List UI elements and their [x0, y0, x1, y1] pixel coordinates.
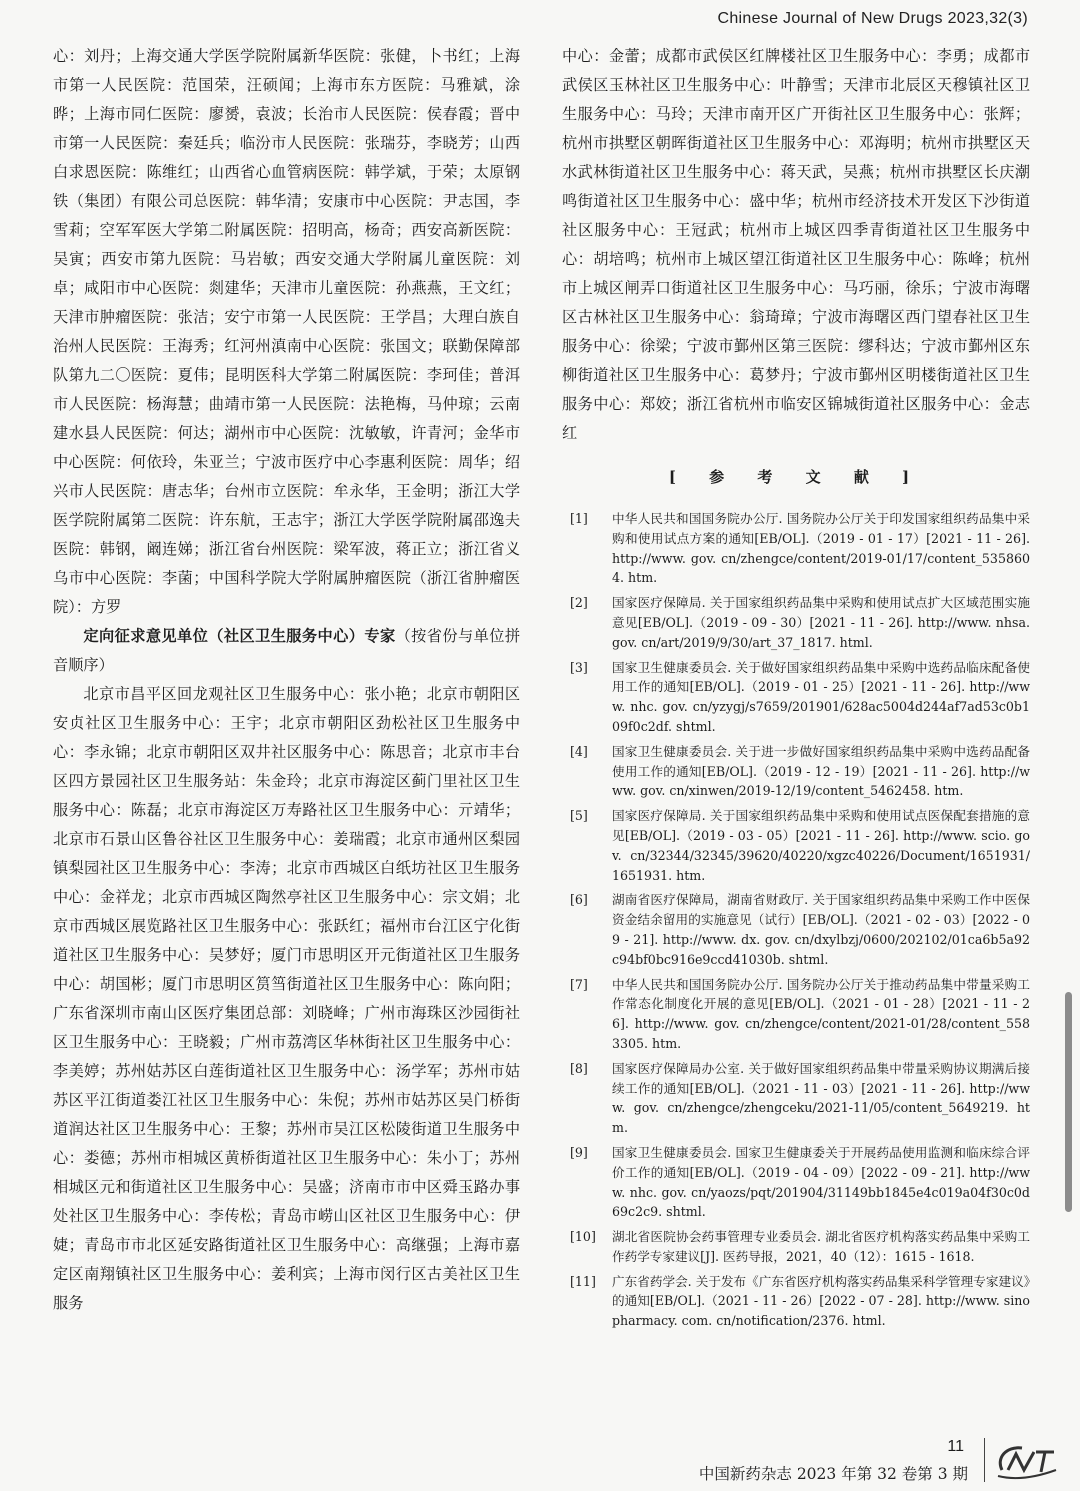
reference-item [562, 1143, 1030, 1222]
reference-number: [10] [570, 1229, 596, 1245]
footer-divider [984, 1438, 985, 1482]
journal-header: Chinese Journal of New Drugs 2023,32(3) [717, 10, 1028, 27]
reference-text: 湖南省医疗保障局，湖南省财政厅. 关于国家组织药品集中采购工作中医保资金结余留用的实施意见（试行）[EB/OL].（2021 - 02 - 03）[2022 - 09 - 21]. http://www. dx. gov. cn/dxylbzj/0600/202102/01ca6b5a92c94bf0bc916e9ccd41030b. shtml. [612, 892, 1030, 967]
section-heading-text: 定向征求意见单位（社区卫生服务中心）专家 [83, 627, 396, 645]
reference-number: [6] [570, 892, 588, 908]
reference-item [562, 509, 1030, 588]
reference-text: 国家医疗保障局. 关于国家组织药品集中采购和使用试点扩大区域范围实施意见[EB/OL].（2019 - 09 - 30）[2021 - 11 - 26]. http://www. nhsa. gov. cn/art/2019/9/30/art_37_1817. html. [612, 595, 1030, 650]
right-column [562, 42, 1030, 1336]
reference-item [562, 1272, 1030, 1331]
footer-journal-title: 中国新药杂志 2023 年第 32 卷第 3 期 [698, 1465, 968, 1483]
reference-text: 国家卫生健康委员会. 国家卫生健康委关于开展药品使用监测和临床综合评价工作的通知[EB/OL].（2019 - 04 - 09）[2022 - 09 - 21]. http://www. nhc. gov. cn/yaozs/pqt/201904/31149bb1845e4c019a04f30c0d69c2c9. shtml. [612, 1144, 1030, 1220]
reference-text: 国家卫生健康委员会. 关于进一步做好国家组织药品集中采购中选药品配备使用工作的通知[EB/OL].（2019 - 12 - 19）[2021 - 11 - 26]. http://www. gov. cn/xinwen/2019-12/19/content_5462458. htm. [612, 743, 1030, 799]
reference-item [562, 1227, 1030, 1267]
reference-number: [4] [570, 743, 588, 759]
reference-text: 中华人民共和国国务院办公厅. 国务院办公厅关于推动药品集中带量采购工作常态化制度化开展的意见[EB/OL].（2021 - 01 - 28）[2021 - 11 - 26]. http://www. gov. cn/zhengce/content/2021-01/28/content_5583305. htm. [612, 976, 1030, 1051]
reference-text: 国家医疗保障局. 关于国家组织药品集中采购和使用试点医保配套措施的意见[EB/OL].（2019 - 03 - 05）[2021 - 11 - 26]. http://www. scio. gov. cn/32344/32345/39620/40220/xgzc40226/Document/1651931/1651931. htm. [612, 808, 1030, 883]
reference-number: [8] [570, 1060, 588, 1076]
expert-list-community: 北京市昌平区回龙观社区卫生服务中心：张小艳；北京市朝阳区安贞社区卫生服务中心：王宇；北京市朝阳区劲松社区卫生服务中心：李永锦；北京市朝阳区双井社区服务中心：陈思音；北京市丰台区四方景园社区卫生服务站：朱金玲；北京市海淀区蓟门里社区卫生服务中心：陈磊；北京市海淀区万寿路社区卫生服务中心：亓靖华；北京市石景山区鲁谷社区卫生服务中心：姜瑞霞；北京市通州区梨园镇梨园社区卫生服务中心：李涛；北京市西城区白纸坊社区卫生服务中心：金祥龙；北京市西城区陶然亭社区卫生服务中心：宗文娟；北京市西城区展览路社区卫生服务中心：张跃红；福州市台江区宁化街道社区卫生服务中心：吴梦妤；厦门市思明区开元街道社区卫生服务中心：胡国彬；厦门市思明区筼筜街道社区卫生服务中心：陈向阳；广东省深圳市南山区医疗集团总部：刘晓峰；广州市海珠区沙园街社区卫生服务中心：王晓毅；广州市荔湾区华林街社区卫生服务中心：李美婷；苏州姑苏区白莲街道社区卫生服务中心：汤学军；苏州市姑苏区平江街道娄江社区卫生服务中心：朱倪；苏州市姑苏区吴门桥街道润达社区卫生服务中心：王黎；苏州市吴江区松陵街道卫生服务中心：娄德；苏州市相城区黄桥街道社区卫生服务中心：朱小丁；苏州相城区元和街道社区卫生服务中心：吴盛；济南市市中区舜玉路办事处社区卫生服务中心：李传松；青岛市崂山区社区卫生服务中心：伊婕；青岛市市北区延安路街道社区卫生服务中心：高继强；上海市嘉定区南翔镇社区卫生服务中心：姜利宾；上海市闵行区古美社区卫生服务 [53, 685, 520, 1312]
section-heading-community-experts [53, 622, 520, 680]
journal-logo-icon [994, 1440, 1060, 1482]
reference-number: [1] [570, 511, 588, 526]
reference-text: 湖北省医院协会药事管理专业委员会. 湖北省医疗机构落实药品集中采购工作药学专家建议[J]. 医药导报，2021，40（12）：1615 - 1618. [612, 1229, 1030, 1264]
reference-item [562, 975, 1030, 1054]
reference-item [562, 658, 1030, 737]
page-number: 11 [947, 1438, 964, 1455]
left-column [53, 42, 520, 1318]
reference-number: [3] [570, 659, 588, 675]
scrollbar-thumb[interactable] [1065, 992, 1072, 1212]
reference-item [562, 742, 1030, 801]
reference-item [562, 593, 1030, 652]
references-title: [ 参 考 文 献 ] [668, 468, 924, 486]
reference-item [562, 806, 1030, 885]
reference-number: [7] [570, 976, 588, 992]
reference-text: 广东省药学会. 关于发布《广东省医疗机构落实药品集采科学管理专家建议》的通知[EB/OL].（2021 - 11 - 26）[2022 - 07 - 28]. http://www. sinopharmacy. com. cn/notification/2376. html. [612, 1273, 1030, 1329]
reference-number: [5] [570, 808, 588, 824]
reference-list [562, 509, 1030, 1331]
reference-number: [9] [570, 1144, 588, 1160]
reference-number: [2] [570, 595, 588, 611]
reference-text: 国家卫生健康委员会. 关于做好国家组织药品集中采购中选药品临床配备使用工作的通知[EB/OL].（2019 - 01 - 25）[2021 - 11 - 26]. http://www. nhc. gov. cn/yzygj/s7659/201901/628ac5004d244af7ad53c0b109f0c2df. shtml. [612, 659, 1030, 734]
reference-number: [11] [570, 1273, 596, 1289]
section-heading-note: （按省份与单位拼音顺序） [53, 627, 521, 674]
expert-list-hospitals: 心：刘丹；上海交通大学医学院附属新华医院：张健，卜书红；上海市第一人民医院：范国荣，汪硕闻；上海市东方医院：马雅斌，涂晔；上海市同仁医院：廖赟，袁波；长治市人民医院：侯春霞；晋中市第一人民医院：秦廷兵；临汾市人民医院：张瑞芬，李晓芳；山西白求恩医院：陈维红；山西省心血管病医院：韩学斌，于荣；太原钢铁（集团）有限公司总医院：韩华清；安康市中心医院：尹志国，李雪莉；空军军医大学第二附属医院：招明高，杨奇；西安高新医院：吴寅；西安市第九医院：马岩敏；西安交通大学附属儿童医院：刘卓；咸阳市中心医院：剡建华；天津市儿童医院：孙燕燕，王文红；天津市肿瘤医院：张洁；安宁市第一人民医院：王学昌；大理白族自治州人民医院：王海秀；红河州滇南中心医院：张国文；联勤保障部队第九二〇医院：夏伟；昆明医科大学第二附属医院：李珂佳；普洱市人民医院：杨海慧；曲靖市第一人民医院：法艳梅，马仲琼；云南建水县人民医院：何达；湖州市中心医院：沈敏敏，许青河；金华市中心医院：何依玲，朱亚兰；宁波市医疗中心李惠利医院：周华；绍兴市人民医院：唐志华；台州市立医院：牟永华，王金明；浙江大学医学院附属第二医院：许东航，王志宇；浙江大学医学院附属邵逸夫医院：韩钢，阚连娣；浙江省台州医院：梁军波，蒋正立；浙江省义乌市中心医院：李菌；中国科学院大学附属肿瘤医院（浙江省肿瘤医院）：方罗 [53, 47, 520, 616]
expert-list-community-continued: 中心：金蕾；成都市武侯区红牌楼社区卫生服务中心：李勇；成都市武侯区玉林社区卫生服务中心：叶静雪；天津市北辰区天穆镇社区卫生服务中心：马玲；天津市南开区广开街社区卫生服务中心：张辉；杭州市拱墅区朝晖街道社区卫生服务中心：邓海明；杭州市拱墅区天水武林街道社区卫生服务中心：蒋天武，吴燕；杭州市拱墅区长庆潮鸣街道社区卫生服务中心：盛中华；杭州市经济技术开发区下沙街道社区服务中心：王冠武；杭州市上城区四季青街道社区卫生服务中心：胡培鸣；杭州市上城区望江街道社区卫生服务中心：陈峰；杭州市上城区闸弄口街道社区卫生服务中心：马巧丽，徐乐；宁波市海曙区古林社区卫生服务中心：翁琦璋；宁波市海曙区西门望春社区卫生服务中心：徐梁；宁波市鄞州区第三医院：缪科达；宁波市鄞州区东柳街道社区卫生服务中心：葛梦丹；宁波市鄞州区明楼街道社区卫生服务中心：郑姣；浙江省杭州市临安区锦城街道社区服务中心：金志红 [562, 47, 1030, 442]
reference-item [562, 890, 1030, 969]
reference-text: 中华人民共和国国务院办公厅. 国务院办公厅关于印发国家组织药品集中采购和使用试点方案的通知[EB/OL].（2019 - 01 - 17）[2021 - 11 - 26]. http://www. gov. cn/zhengce/content/2019-01/17/content_5358604. htm. [612, 511, 1030, 586]
reference-text: 国家医疗保障局办公室. 关于做好国家组织药品集中带量采购协议期满后接续工作的通知[EB/OL].（2021 - 11 - 03）[2021 - 11 - 26]. http://www. gov. cn/zhengce/zhengceku/2021-11/05/content_5649219. htm. [612, 1060, 1030, 1136]
reference-item [562, 1059, 1030, 1138]
